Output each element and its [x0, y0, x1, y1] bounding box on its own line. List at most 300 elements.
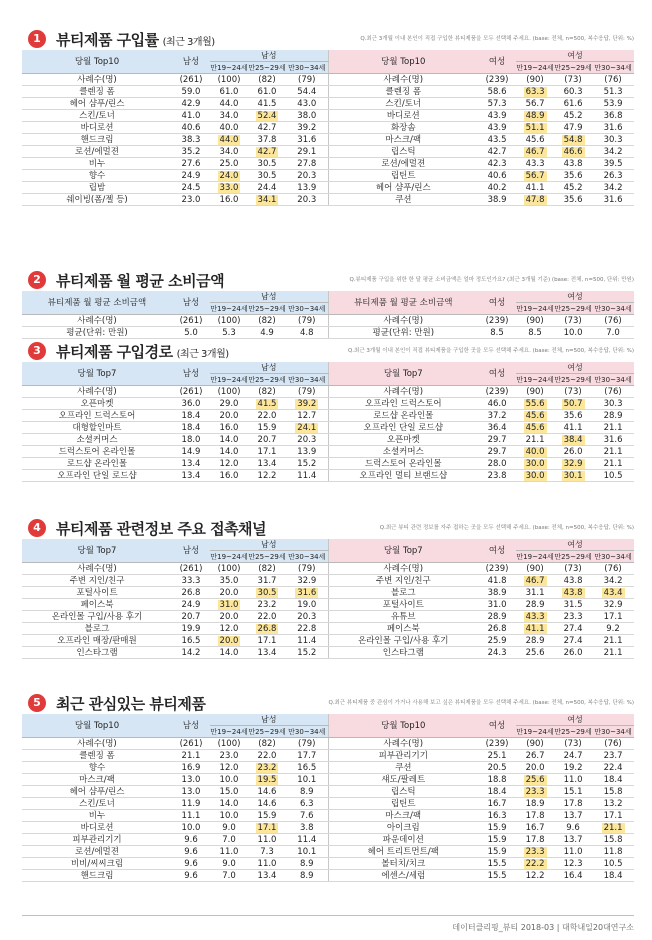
female-value-cell: 18.4	[592, 774, 634, 786]
female-value-cell: (76)	[592, 74, 634, 86]
male-item-label: 헤어 샴푸/린스	[22, 98, 172, 110]
female-label-header: 뷰티제품 월 평균 소비금액	[328, 291, 478, 315]
male-value-cell: 18.4	[172, 422, 210, 434]
male-value-cell: 32.9	[286, 575, 328, 587]
male-total-header: 남성	[172, 714, 210, 738]
female-value-cell: 35.6	[554, 194, 592, 206]
male-value-cell: 35.0	[210, 575, 248, 587]
male-value-cell: 11.4	[286, 834, 328, 846]
female-value-cell: 8.5	[516, 327, 554, 339]
male-value-cell: 9.6	[172, 846, 210, 858]
female-value-cell: 13.2	[592, 798, 634, 810]
male-value-cell: 12.0	[210, 623, 248, 635]
table-row	[22, 98, 634, 110]
table-row	[22, 327, 634, 339]
female-item-label: 사례수(명)	[328, 386, 478, 398]
female-value-cell: (73)	[554, 386, 592, 398]
footer-text: 데이터클리핑_뷰티 2018-03	[452, 923, 555, 932]
male-value-cell: 9.0	[210, 858, 248, 870]
male-value-cell: 21.1	[172, 750, 210, 762]
male-value-cell: 20.3	[286, 170, 328, 182]
female-value-cell: (73)	[554, 74, 592, 86]
male-value-cell: 10.1	[286, 774, 328, 786]
section-header	[22, 690, 634, 714]
male-value-cell: 22.0	[248, 750, 286, 762]
male-value-cell: (261)	[172, 386, 210, 398]
female-item-label: 화장솜	[328, 122, 478, 134]
male-value-cell: 20.0	[210, 611, 248, 623]
female-value-cell: 61.6	[554, 98, 592, 110]
female-item-label: 사례수(명)	[328, 563, 478, 575]
male-value-cell: 8.9	[286, 858, 328, 870]
female-value-cell: 15.5	[478, 870, 516, 882]
female-value-cell: 40.2	[478, 182, 516, 194]
male-item-label: 사례수(명)	[22, 315, 172, 327]
male-value-cell: 9.6	[172, 870, 210, 882]
highlighted-value: 38.4	[563, 434, 583, 445]
male-age-19-24-header: 만19~24세	[210, 727, 248, 736]
male-value-cell: 37.8	[248, 134, 286, 146]
highlighted-value: 43.8	[563, 587, 583, 598]
male-value-cell: 31.6	[286, 134, 328, 146]
section-title-text: 뷰티제품 월 평균 소비금액	[56, 272, 225, 290]
male-value-cell: (261)	[172, 738, 210, 750]
female-value-cell: 35.6	[554, 410, 592, 422]
male-value-cell: 20.3	[286, 434, 328, 446]
male-value-cell: (100)	[210, 74, 248, 86]
male-item-label: 클렌징 폼	[22, 750, 172, 762]
male-value-cell: 15.2	[286, 458, 328, 470]
male-item-label: 인스타그램	[22, 647, 172, 659]
female-value-cell: (239)	[478, 738, 516, 750]
female-value-cell: 17.8	[516, 834, 554, 846]
section-purchase-rate	[22, 26, 634, 206]
table-row	[22, 575, 634, 587]
section-question-note: Q.뷰티제품 구입을 위한 한 달 평균 소비금액은 얼마 정도인가요? (최근 3개월 기준) (base: 전체, n=500, 단위: 만원)	[349, 277, 634, 283]
female-item-label: 사례수(명)	[328, 315, 478, 327]
male-value-cell	[248, 398, 286, 410]
female-value-cell: 58.6	[478, 86, 516, 98]
female-group-header: 여성	[516, 539, 634, 551]
male-value-cell	[210, 170, 248, 182]
male-value-cell: 16.9	[172, 762, 210, 774]
female-value-cell: 16.3	[478, 810, 516, 822]
male-value-cell: 7.0	[210, 834, 248, 846]
female-item-label: 아이크림	[328, 822, 478, 834]
male-age-30-34-header: 만30~34세	[286, 303, 328, 315]
section-number-badge: 3	[28, 342, 46, 360]
male-value-cell: 13.4	[172, 470, 210, 482]
table-row	[22, 386, 634, 398]
male-value-cell: 13.9	[286, 182, 328, 194]
female-item-label: 파운데이션	[328, 834, 478, 846]
female-value-cell: 8.5	[478, 327, 516, 339]
male-value-cell: 29.1	[286, 146, 328, 158]
male-value-cell: 61.0	[210, 86, 248, 98]
female-value-cell: 21.1	[592, 458, 634, 470]
female-value-cell: 17.1	[592, 611, 634, 623]
highlighted-value: 30.0	[525, 470, 545, 481]
table-row	[22, 846, 634, 858]
male-item-label: 드럭스토어 온라인몰	[22, 446, 172, 458]
female-item-label: 마스크/팩	[328, 810, 478, 822]
male-value-cell: 7.6	[286, 810, 328, 822]
female-value-cell: 15.5	[478, 858, 516, 870]
female-value-cell	[516, 575, 554, 587]
male-value-cell: 16.5	[286, 762, 328, 774]
female-value-cell: 17.8	[554, 798, 592, 810]
section-subtitle: (최근 3개월)	[176, 349, 229, 360]
female-value-cell: 31.1	[516, 587, 554, 599]
male-value-cell: 23.0	[210, 750, 248, 762]
female-item-label: 평균(단위: 만원)	[328, 327, 478, 339]
male-value-cell: 5.3	[210, 327, 248, 339]
female-value-cell: 26.8	[478, 623, 516, 635]
female-value-cell: 21.1	[516, 434, 554, 446]
female-value-cell: 31.0	[478, 599, 516, 611]
male-value-cell: 20.3	[286, 194, 328, 206]
male-value-cell: (100)	[210, 738, 248, 750]
female-age-25-29-header: 만25~29세	[554, 727, 592, 736]
female-value-cell: 43.3	[516, 158, 554, 170]
table-row	[22, 110, 634, 122]
male-value-cell: 43.0	[286, 98, 328, 110]
female-total-header: 여성	[478, 291, 516, 315]
female-value-cell: 38.9	[478, 587, 516, 599]
male-value-cell: 27.6	[172, 158, 210, 170]
male-value-cell: (100)	[210, 386, 248, 398]
male-total-header: 남성	[172, 291, 210, 315]
female-age-19-24-header: 만19~24세	[516, 304, 554, 313]
male-item-label: 핸드크림	[22, 870, 172, 882]
male-value-cell: 16.5	[172, 635, 210, 647]
table-row	[22, 822, 634, 834]
female-item-label: 섀도/팔레트	[328, 774, 478, 786]
highlighted-value: 25.6	[525, 774, 545, 785]
female-value-cell: 22.4	[592, 762, 634, 774]
female-value-cell: 25.1	[478, 750, 516, 762]
female-value-cell	[516, 623, 554, 635]
female-value-cell: 27.4	[554, 635, 592, 647]
female-value-cell: 43.9	[478, 122, 516, 134]
female-group-header: 여성	[516, 714, 634, 726]
male-value-cell: 11.0	[248, 858, 286, 870]
highlighted-value: 23.3	[525, 846, 545, 857]
female-value-cell: 11.8	[592, 846, 634, 858]
female-value-cell	[516, 146, 554, 158]
highlighted-value: 51.1	[525, 122, 545, 133]
female-total-header: 여성	[478, 539, 516, 563]
female-value-cell	[516, 446, 554, 458]
female-value-cell: 31.6	[592, 122, 634, 134]
female-value-cell: 18.4	[478, 786, 516, 798]
male-item-label: 스킨/토너	[22, 798, 172, 810]
female-value-cell	[516, 611, 554, 623]
highlighted-value: 50.7	[563, 398, 583, 409]
female-value-cell: 26.3	[592, 170, 634, 182]
table-row	[22, 194, 634, 206]
female-age-19-24-header: 만19~24세	[516, 552, 554, 561]
female-value-cell: (239)	[478, 74, 516, 86]
table-row	[22, 422, 634, 434]
male-value-cell: 24.9	[172, 170, 210, 182]
female-value-cell: 34.2	[592, 182, 634, 194]
female-value-cell: 41.1	[516, 182, 554, 194]
female-item-label: 립틴트	[328, 170, 478, 182]
male-value-cell: 11.4	[286, 635, 328, 647]
table-row	[22, 647, 634, 659]
highlighted-value: 24.0	[219, 170, 239, 181]
table-row	[22, 563, 634, 575]
table-row	[22, 170, 634, 182]
female-value-cell: (239)	[478, 386, 516, 398]
male-value-cell: 15.0	[210, 786, 248, 798]
male-value-cell: 8.9	[286, 786, 328, 798]
male-value-cell: 41.0	[172, 110, 210, 122]
female-value-cell: 15.9	[478, 846, 516, 858]
male-age-25-29-header: 만25~29세	[248, 727, 286, 736]
male-age-19-24-header: 만19~24세	[210, 375, 248, 384]
table-row	[22, 458, 634, 470]
highlighted-value: 40.0	[525, 446, 545, 457]
female-value-cell: 7.0	[592, 327, 634, 339]
female-value-cell: 43.9	[478, 110, 516, 122]
section-title	[56, 270, 224, 291]
female-value-cell: 36.4	[478, 422, 516, 434]
male-value-cell: 11.1	[172, 810, 210, 822]
female-item-label: 스킨/토너	[328, 98, 478, 110]
highlighted-value: 46.7	[525, 146, 545, 157]
section-title-text: 뷰티제품 관련정보 주요 접촉채널	[56, 520, 267, 538]
female-value-cell: 16.4	[554, 870, 592, 882]
male-item-label: 로션/에멀젼	[22, 146, 172, 158]
female-value-cell: 28.9	[592, 410, 634, 422]
female-value-cell: 15.9	[478, 834, 516, 846]
data-table	[22, 714, 634, 882]
male-value-cell	[248, 194, 286, 206]
male-value-cell: 15.9	[248, 810, 286, 822]
male-age-30-34-header: 만30~34세	[286, 374, 328, 386]
male-item-label: 비비/씨씨크림	[22, 858, 172, 870]
male-value-cell	[210, 182, 248, 194]
male-item-label: 포털사이트	[22, 587, 172, 599]
male-value-cell: 20.0	[210, 410, 248, 422]
female-age-19-24-header: 만19~24세	[516, 63, 554, 72]
female-value-cell	[516, 858, 554, 870]
section-title-text: 최근 관심있는 뷰티제품	[56, 695, 206, 713]
male-group-header: 남성	[210, 539, 328, 551]
female-age-30-34-header: 만30~34세	[592, 726, 634, 738]
highlighted-value: 17.1	[257, 822, 277, 833]
male-item-label: 로드샵 온라인몰	[22, 458, 172, 470]
highlighted-value: 56.7	[525, 170, 545, 181]
highlighted-value: 31.6	[297, 587, 317, 598]
female-value-cell	[516, 470, 554, 482]
female-item-label: 오프라인 드럭스토어	[328, 398, 478, 410]
male-value-cell: 14.0	[210, 647, 248, 659]
male-value-cell: 13.4	[248, 458, 286, 470]
male-item-label: 사례수(명)	[22, 386, 172, 398]
female-value-cell: 12.2	[516, 870, 554, 882]
female-value-cell: 34.2	[592, 146, 634, 158]
highlighted-value: 41.1	[525, 623, 545, 634]
male-value-cell	[286, 422, 328, 434]
female-total-header: 여성	[478, 50, 516, 74]
female-value-cell: 17.8	[516, 810, 554, 822]
male-age-30-34-header: 만30~34세	[286, 551, 328, 563]
male-age-25-29-header: 만25~29세	[248, 304, 286, 313]
female-value-cell: 16.7	[478, 798, 516, 810]
male-value-cell: (82)	[248, 315, 286, 327]
female-label-header: 당월 Top10	[328, 50, 478, 74]
male-value-cell: 12.7	[286, 410, 328, 422]
female-value-cell: 41.8	[478, 575, 516, 587]
table-row	[22, 86, 634, 98]
female-item-label: 블로그	[328, 587, 478, 599]
highlighted-value: 43.3	[525, 611, 545, 622]
female-value-cell: 10.5	[592, 858, 634, 870]
male-value-cell: (79)	[286, 386, 328, 398]
male-item-label: 바디로션	[22, 822, 172, 834]
male-value-cell: 10.0	[210, 774, 248, 786]
female-item-label: 클렌징 폼	[328, 86, 478, 98]
male-value-cell: 14.9	[172, 446, 210, 458]
male-value-cell: 5.0	[172, 327, 210, 339]
male-group-header: 남성	[210, 714, 328, 726]
female-value-cell: 24.7	[554, 750, 592, 762]
female-value-cell	[554, 434, 592, 446]
table-header	[22, 714, 634, 738]
male-value-cell: 13.4	[248, 870, 286, 882]
male-age-30-34-header: 만30~34세	[286, 726, 328, 738]
male-value-cell: 29.0	[210, 398, 248, 410]
male-value-cell: 11.9	[172, 798, 210, 810]
highlighted-value: 19.5	[257, 774, 277, 785]
male-value-cell: 14.6	[248, 798, 286, 810]
male-value-cell: (100)	[210, 563, 248, 575]
female-value-cell: 18.9	[516, 798, 554, 810]
female-value-cell: 43.5	[478, 134, 516, 146]
female-value-cell	[554, 470, 592, 482]
female-value-cell: 13.7	[554, 834, 592, 846]
male-value-cell: (82)	[248, 74, 286, 86]
male-value-cell	[248, 110, 286, 122]
male-item-label: 온라인몰 구입/사용 후기	[22, 611, 172, 623]
female-value-cell: 57.3	[478, 98, 516, 110]
female-value-cell: 42.3	[478, 158, 516, 170]
male-value-cell: 13.9	[286, 446, 328, 458]
section-number-badge: 4	[28, 519, 46, 537]
table-row	[22, 587, 634, 599]
male-total-header: 남성	[172, 362, 210, 386]
section-title-text: 뷰티제품 구입경로	[56, 343, 173, 361]
female-value-cell: (76)	[592, 315, 634, 327]
female-item-label: 로션/에멀젼	[328, 158, 478, 170]
female-item-label: 포털사이트	[328, 599, 478, 611]
male-value-cell: 14.0	[210, 434, 248, 446]
female-value-cell: (76)	[592, 386, 634, 398]
male-value-cell: 14.2	[172, 647, 210, 659]
female-group-header: 여성	[516, 50, 634, 62]
female-value-cell: 34.2	[592, 575, 634, 587]
male-item-label: 향수	[22, 170, 172, 182]
highlighted-value: 54.8	[563, 134, 583, 145]
male-value-cell: 40.6	[172, 122, 210, 134]
male-item-label: 페이스북	[22, 599, 172, 611]
female-value-cell: 56.7	[516, 98, 554, 110]
highlighted-value: 39.2	[297, 398, 317, 409]
male-value-cell	[248, 587, 286, 599]
table-row	[22, 762, 634, 774]
table-header	[22, 539, 634, 563]
table-row	[22, 599, 634, 611]
female-value-cell: 28.9	[478, 611, 516, 623]
female-total-header: 여성	[478, 714, 516, 738]
female-value-cell: 29.7	[478, 446, 516, 458]
female-item-label: 오프라인 단일 로드샵	[328, 422, 478, 434]
female-item-label: 피부관리기기	[328, 750, 478, 762]
section-question-note: Q.최근 3개월 이내 본인이 직접 구입한 뷰티제품을 모두 선택해 주세요. (base: 전체, n=500, 복수응답, 단위: %)	[360, 36, 634, 42]
male-value-cell	[286, 587, 328, 599]
male-value-cell	[248, 762, 286, 774]
male-total-header: 남성	[172, 50, 210, 74]
male-value-cell: 6.3	[286, 798, 328, 810]
male-group-header: 남성	[210, 362, 328, 374]
highlighted-value: 34.1	[257, 194, 277, 205]
male-age-25-29-header: 만25~29세	[248, 63, 286, 72]
male-value-cell: (82)	[248, 738, 286, 750]
table-row	[22, 74, 634, 86]
female-value-cell: 11.0	[554, 846, 592, 858]
male-value-cell: 10.0	[172, 822, 210, 834]
female-label-header: 당월 Top7	[328, 362, 478, 386]
male-label-header: 뷰티제품 월 평균 소비금액	[22, 291, 172, 315]
female-value-cell: (90)	[516, 386, 554, 398]
male-age-25-29-header: 만25~29세	[248, 552, 286, 561]
male-value-cell: 20.7	[248, 434, 286, 446]
male-value-cell: 59.0	[172, 86, 210, 98]
female-item-label: 인스타그램	[328, 647, 478, 659]
female-value-cell	[516, 86, 554, 98]
female-value-cell: (73)	[554, 563, 592, 575]
footer	[22, 915, 634, 933]
female-value-cell: 43.8	[554, 158, 592, 170]
male-age-19-24-header: 만19~24세	[210, 63, 248, 72]
section-question-note: Q.최근 뷰티제품 중 관심이 가거나 사용해 보고 싶은 뷰티제품을 모두 선택해 주세요. (base: 전체, n=500, 복수응답, 단위: %)	[328, 700, 634, 706]
male-item-label: 비누	[22, 810, 172, 822]
female-age-19-24-header: 만19~24세	[516, 375, 554, 384]
male-value-cell: 15.2	[286, 647, 328, 659]
table-row	[22, 786, 634, 798]
highlighted-value: 22.2	[525, 858, 545, 869]
highlighted-value: 42.7	[257, 146, 277, 157]
male-value-cell: 24.4	[248, 182, 286, 194]
female-item-label: 페이스북	[328, 623, 478, 635]
footer-org: 대학내일20대연구소	[561, 923, 634, 932]
female-value-cell: 40.6	[478, 170, 516, 182]
male-value-cell: 22.0	[248, 410, 286, 422]
male-value-cell: (79)	[286, 74, 328, 86]
female-value-cell: 20.5	[478, 762, 516, 774]
female-value-cell	[516, 786, 554, 798]
female-value-cell: (239)	[478, 315, 516, 327]
female-value-cell	[516, 194, 554, 206]
male-value-cell: (79)	[286, 738, 328, 750]
section-number-badge: 1	[28, 30, 46, 48]
male-value-cell: 30.5	[248, 158, 286, 170]
male-value-cell: 31.7	[248, 575, 286, 587]
male-value-cell: 22.0	[248, 611, 286, 623]
